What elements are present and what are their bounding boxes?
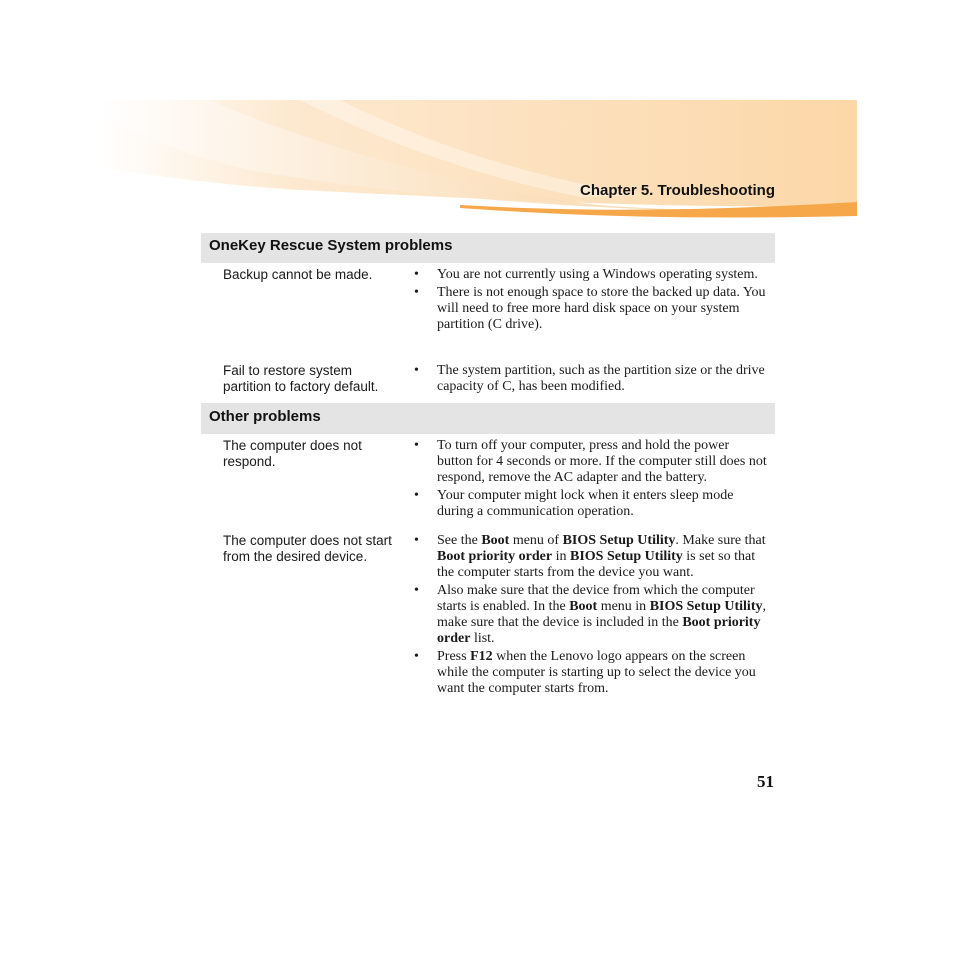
problem-backup: Backup cannot be made. [223,267,373,282]
bold-term: BIOS Setup Utility [649,599,763,614]
section-header-onekey: OneKey Rescue System problems [201,233,775,263]
solution-text: , make sure that the device is included in the [437,599,766,630]
solution-text: To turn off your computer, press and hold the power button for 4 seconds or more. If the computer still does not respond, remove the AC adapter and the battery. [437,438,767,485]
solution-text: Press [437,649,471,664]
solution-item [437,488,767,520]
solution-text: Your computer might lock when it enters sleep mode during a communication operation. [437,488,734,519]
solution-item [437,267,767,283]
page-number: 51 [757,772,774,791]
bold-term: Boot [569,599,598,614]
solutions-restore [437,363,767,397]
solution-item [437,438,767,486]
solution-text: See the [437,533,482,548]
solution-item [437,285,767,333]
solution-text: The system partition, such as the partition size or the drive capacity of C, has been modified. [437,363,765,394]
section-header-other: Other problems [201,403,775,434]
solutions-not-respond [437,438,767,522]
solution-text: menu in [597,599,650,614]
bold-term: Boot priority order [437,615,761,646]
solution-item [437,583,767,647]
solution-text: when the Lenovo logo appears on the screen while the computer is starting up to select the device you want the computer starts from. [437,649,756,696]
chapter-title: Chapter 5. Troubleshooting [579,182,775,199]
problem-not-respond: The computer does not respond. [223,438,362,469]
problem-restore: Fail to restore system partition to factory default. [223,363,379,394]
solution-text: There is not enough space to store the backed up data. You will need to free more hard disk space on your system partition (C drive). [437,285,766,332]
solution-item [437,649,767,697]
chapter-banner [0,0,954,230]
solution-text: menu of [509,533,563,548]
solution-text: You are not currently using a Windows operating system. [437,267,758,282]
problem-boot-device: The computer does not start from the desired device. [223,533,392,564]
solution-text: list. [470,631,495,646]
solution-text: Also make sure that the device from which the computer starts is enabled. In the [437,583,755,614]
solution-item [437,533,767,581]
bold-term: BIOS Setup Utility [562,533,676,548]
bold-term: Boot priority order [437,549,553,564]
bold-term: BIOS Setup Utility [569,549,683,564]
bold-term: Boot [481,533,510,548]
solution-item [437,363,767,395]
solution-text: . Make sure that [675,533,766,548]
solution-text: is set so that the computer starts from the device you want. [437,549,756,580]
bold-term: F12 [470,649,493,664]
solutions-backup [437,267,767,335]
solutions-boot-device [437,533,767,699]
solution-text: in [552,549,570,564]
